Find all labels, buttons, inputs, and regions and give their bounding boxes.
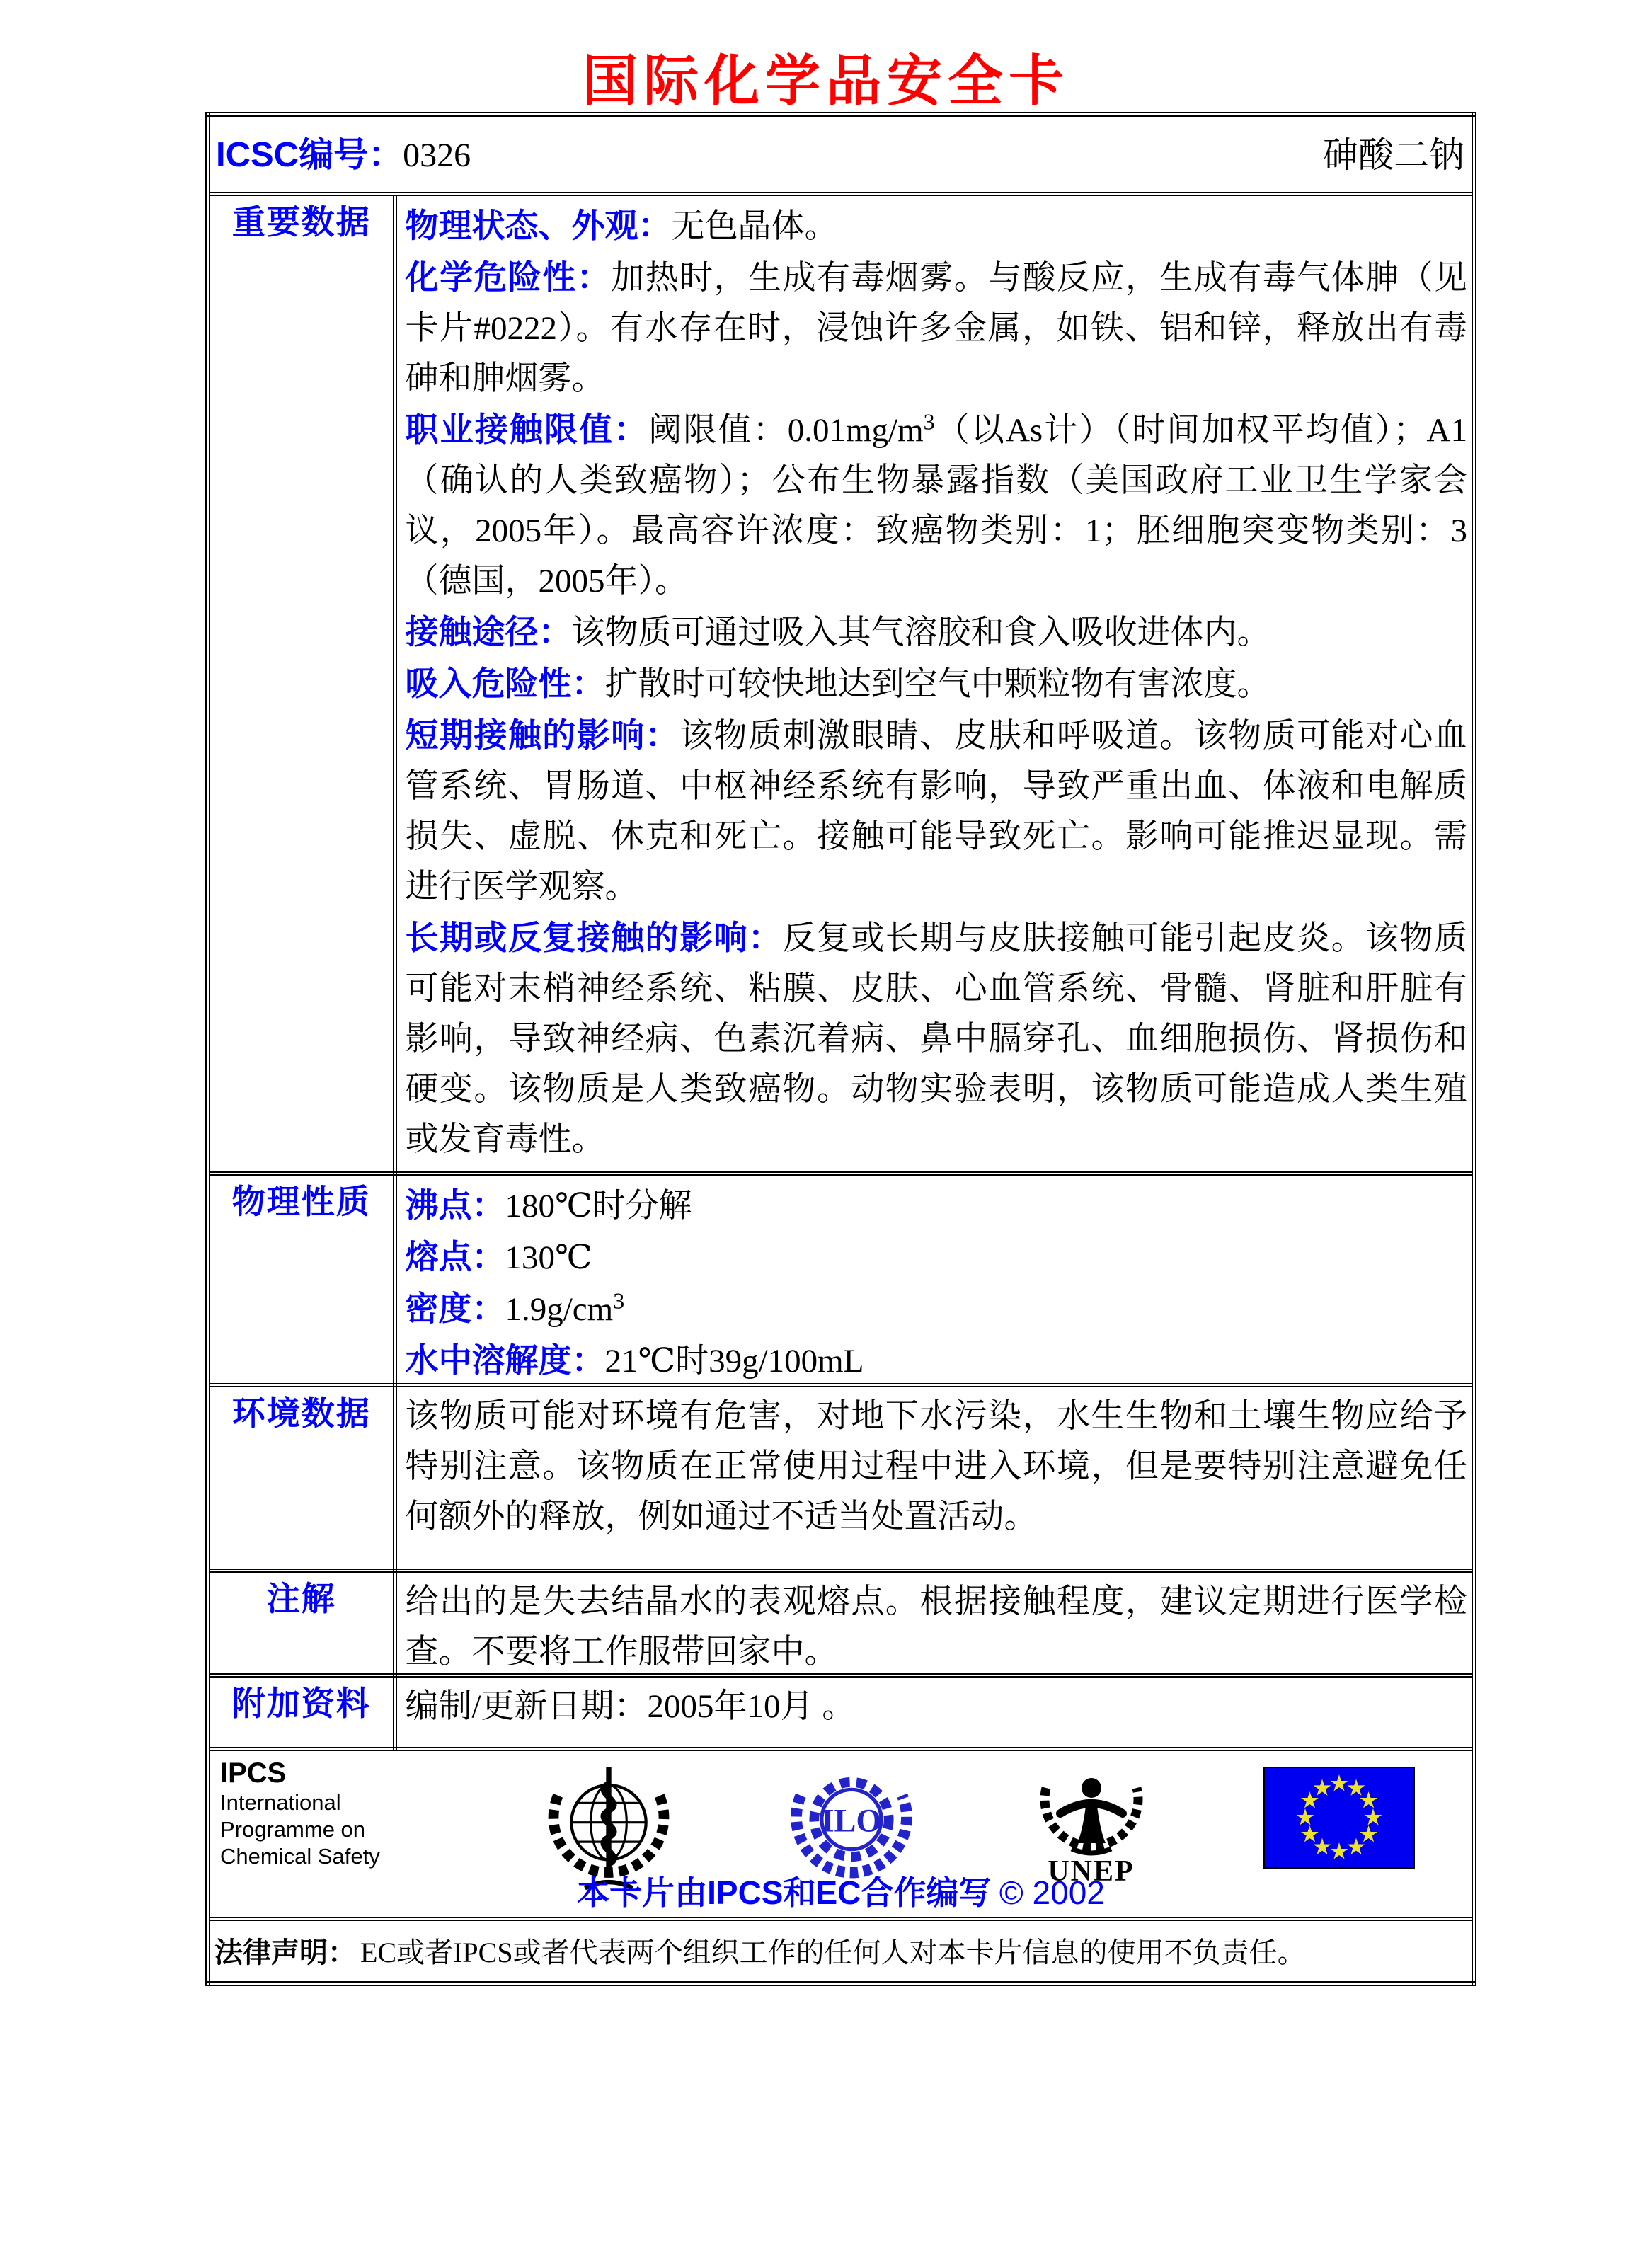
- entry: 化学危险性：加热时，生成有毒烟雾。与酸反应，生成有毒气体胂（见卡片#0222）。有水存在时，浸蚀许多金属，如铁、铝和锌，释放出有毒砷和胂烟雾。: [405, 258, 1468, 397]
- logos-caption: [210, 1867, 1472, 1914]
- unep-logo: [1028, 1757, 1155, 1886]
- section-content-additional-info: [397, 1678, 1472, 1747]
- section-row-notes: [208, 1571, 1474, 1675]
- logos-area: [210, 1751, 1472, 1917]
- header-row: [208, 115, 1474, 194]
- entry-label: 化学危险性：: [405, 258, 612, 296]
- section-label-environmental-data: 环境数据: [208, 1385, 395, 1571]
- card-header: [210, 117, 1472, 188]
- entry-label: 熔点：: [405, 1237, 505, 1275]
- entry: 密度：$1.9g/cm^3$: [405, 1288, 625, 1328]
- section-content-environmental-data: [397, 1387, 1472, 1569]
- section-content-important-data: [397, 196, 1472, 1171]
- ipcs-line: Chemical Safety: [220, 1843, 380, 1869]
- entry: 物理状态、外观：无色晶体。: [405, 206, 838, 245]
- section-content-physical-properties: [397, 1176, 1472, 1383]
- section-row-additional-info: [208, 1675, 1474, 1749]
- legal-row: [208, 1919, 1474, 1984]
- icsc-number-label: ICSC编号：: [216, 136, 403, 174]
- entry: 水中溶解度：21℃时39g/100mL: [405, 1341, 864, 1380]
- section-label-additional-info: 附加资料: [208, 1675, 395, 1749]
- caption-text: 本卡片由IPCS和EC合作编写: [577, 1874, 992, 1911]
- entry-label: 职业接触限值：: [405, 410, 649, 448]
- section-label-notes: 注解: [208, 1571, 395, 1675]
- entry: 短期接触的影响：该物质刺激眼睛、皮肤和呼吸道。该物质可能对心血管系统、胃肠道、中枢神经系统有影响，导致严重出血、体液和电解质损失、虚脱、休克和死亡。接触可能导致死亡。影响可能推迟显现。需进行医学观察。: [405, 716, 1468, 905]
- entry: 熔点：130℃: [405, 1237, 592, 1276]
- entry: 长期或反复接触的影响：反复或长期与皮肤接触可能引起皮炎。该物质可能对末梢神经系统、粘膜、皮肤、心血管系统、骨髓、肾脏和肝脏有影响，导致神经病、色素沉着病、鼻中膈穿孔、血细胞损伤、肾损伤和硬变。该物质是人类致癌物。动物实验表明，该物质可能造成人类生殖或发育毒性。: [405, 918, 1468, 1158]
- entry: 接触途径：该物质可通过吸入其气溶胶和食入吸收进体内。: [405, 612, 1270, 651]
- chemical-name: 砷酸二钠: [1323, 135, 1464, 175]
- ipcs-text-block: [220, 1757, 432, 1870]
- entry-label: 密度：: [405, 1289, 505, 1327]
- ipcs-line: Programme on: [220, 1816, 366, 1842]
- section-row-physical-properties: [208, 1174, 1474, 1385]
- entry-label: 接触途径：: [405, 612, 572, 650]
- entry-label: 沸点：: [405, 1186, 505, 1224]
- entry: 职业接触限值：阈限值：$0.01mg/m^3$（以As计）（时间加权平均值）；A1（确认的人类致癌物）；公布生物暴露指数（美国政府工业卫生学家会议，2005年）。最高容许浓度：致癌物类别：1；胚细胞突变物类别：3（德国，2005年）。: [405, 408, 1467, 600]
- ipcs-line: International: [220, 1789, 341, 1815]
- entry: 编制/更新日期：2005年10月 。: [405, 1687, 856, 1725]
- icsc-card-table: [205, 112, 1476, 1986]
- section-content-notes: [397, 1573, 1472, 1673]
- entry: 吸入危险性：扩散时可较快地达到空气中颗粒物有害浓度。: [405, 664, 1270, 703]
- legal-statement: [210, 1921, 1472, 1980]
- icsc-number: [216, 127, 471, 177]
- eu-flag-icon: [1263, 1767, 1415, 1869]
- section-label-physical-properties: 物理性质: [208, 1174, 395, 1385]
- section-label-important-data: 重要数据: [208, 194, 395, 1174]
- entry-label: 物理状态、外观：: [405, 206, 672, 244]
- ilo-monogram: ILO: [821, 1802, 882, 1839]
- ipcs-acronym: IPCS: [220, 1757, 287, 1789]
- eu-flag: [1263, 1767, 1415, 1869]
- logos-row: [208, 1749, 1474, 1919]
- unep-icon: [1028, 1757, 1155, 1863]
- page-title: 国际化学品安全卡: [582, 50, 1069, 112]
- entry: 沸点：180℃时分解: [405, 1186, 692, 1225]
- section-row-important-data: [208, 194, 1474, 1174]
- section-row-environmental-data: [208, 1385, 1474, 1571]
- entry-label: 长期或反复接触的影响：: [405, 918, 783, 956]
- legal-text: EC或者IPCS或者代表两个组织工作的任何人对本卡片信息的使用不负责任。: [360, 1937, 1306, 1968]
- entry: 该物质可能对环境有危害，对地下水污染，水生生物和土壤生物应给予特别注意。该物质在正常使用过程中进入环境，但是要特别注意避免任何额外的释放，例如通过不适当处置活动。: [405, 1397, 1467, 1535]
- legal-label: 法律声明：: [214, 1937, 356, 1968]
- unep-wordmark: UNEP: [1048, 1854, 1135, 1888]
- caption-copyright: © 2002: [999, 1874, 1105, 1911]
- entry: 给出的是失去结晶水的表观熔点。根据接触程度，建议定期进行医学检查。不要将工作服带回家中。: [405, 1583, 1467, 1670]
- icsc-number-value: 0326: [403, 137, 471, 174]
- entry-label: 吸入危险性：: [405, 664, 605, 702]
- entry-label: 短期接触的影响：: [405, 716, 680, 754]
- entry-label: 水中溶解度：: [405, 1341, 605, 1379]
